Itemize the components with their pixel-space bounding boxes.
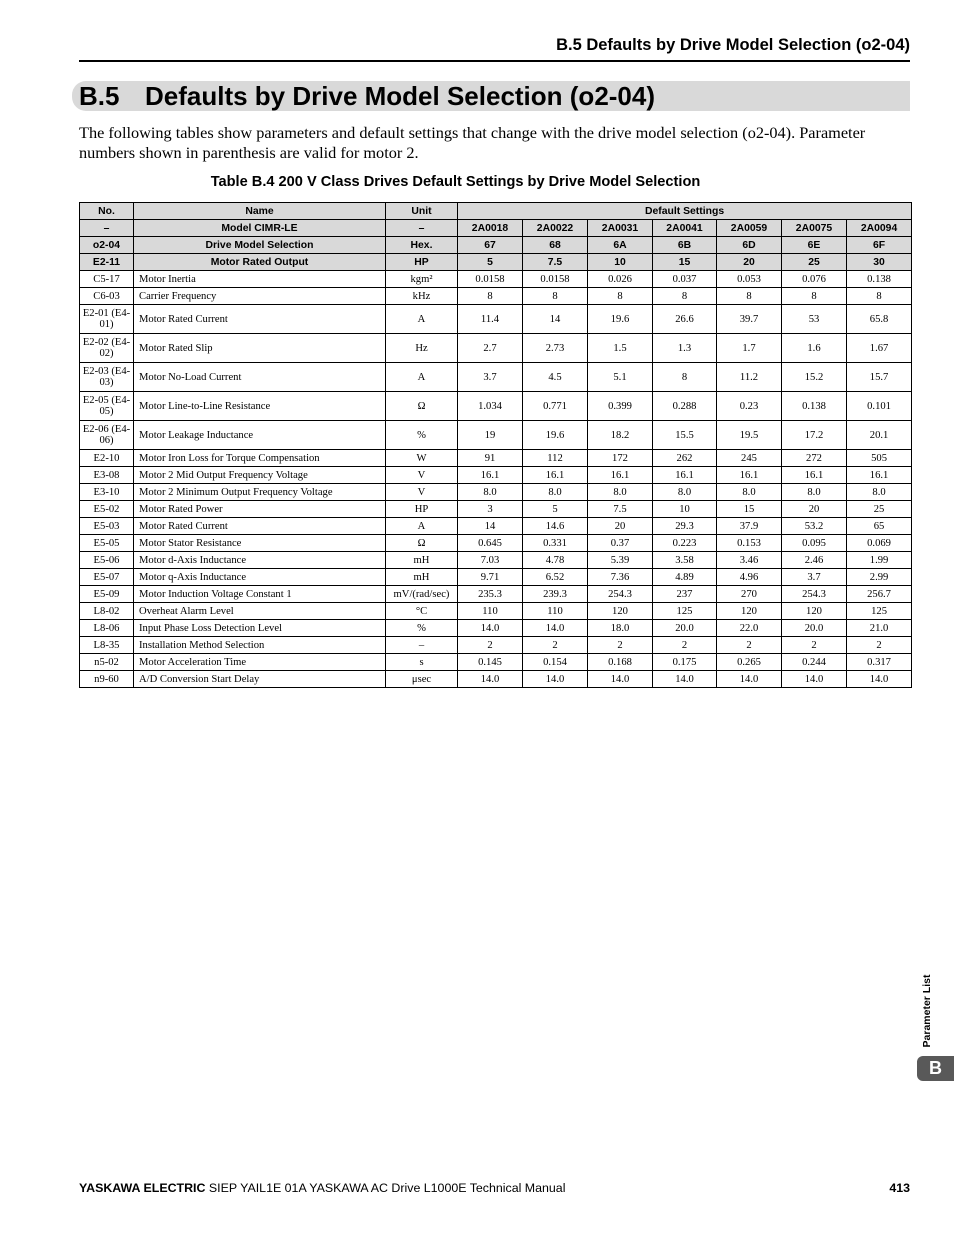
table-row	[80, 569, 912, 586]
value-cell: 0.771	[523, 392, 588, 421]
param-no-cell: E3-10	[80, 484, 134, 501]
value-cell: 2.73	[523, 334, 588, 363]
value-cell: 14.0	[847, 671, 912, 688]
col-header-no: No.	[80, 203, 134, 220]
unit-cell: A	[386, 363, 458, 392]
value-cell: 2.46	[782, 552, 847, 569]
value-cell: 120	[717, 603, 782, 620]
value-cell: 8	[653, 363, 717, 392]
value-cell: 8.0	[717, 484, 782, 501]
value-cell: 26.6	[653, 305, 717, 334]
value-cell: 1.67	[847, 334, 912, 363]
param-name-cell: Motor q-Axis Inductance	[134, 569, 386, 586]
side-tab-label	[917, 968, 937, 1053]
intro-paragraph: The following tables show parameters and default settings that change with the drive model selection (o2-04). Parameter numbers shown in parenthesis are valid for motor 2.	[79, 123, 866, 162]
value-cell: 237	[653, 586, 717, 603]
value-cell: 29.3	[653, 518, 717, 535]
value-cell: 15.2	[782, 363, 847, 392]
value-cell: 0.265	[717, 654, 782, 671]
value-cell: 262	[653, 450, 717, 467]
running-header: B.5 Defaults by Drive Model Selection (o2-04)	[556, 36, 910, 54]
value-cell: 0.153	[717, 535, 782, 552]
value-cell: 8.0	[653, 484, 717, 501]
unit-cell: V	[386, 467, 458, 484]
param-no-cell: C5-17	[80, 271, 134, 288]
param-name-cell: Motor Rated Output	[134, 254, 386, 271]
value-cell: 10	[588, 254, 653, 271]
value-cell: 65.8	[847, 305, 912, 334]
param-no-cell: E3-08	[80, 467, 134, 484]
unit-cell: –	[386, 220, 458, 237]
table-row	[80, 552, 912, 569]
param-name-cell: Motor Induction Voltage Constant 1	[134, 586, 386, 603]
value-cell: 16.1	[458, 467, 523, 484]
value-cell: 2	[782, 637, 847, 654]
value-cell: 7.36	[588, 569, 653, 586]
unit-cell: –	[386, 637, 458, 654]
value-cell: 0.317	[847, 654, 912, 671]
value-cell: 125	[847, 603, 912, 620]
param-no-cell: n9-60	[80, 671, 134, 688]
value-cell: 2A0031	[588, 220, 653, 237]
value-cell: 5	[523, 501, 588, 518]
param-no-cell: E2-06 (E4-06)	[80, 421, 134, 450]
value-cell: 5.39	[588, 552, 653, 569]
param-name-cell: Motor Rated Slip	[134, 334, 386, 363]
value-cell: 0.053	[717, 271, 782, 288]
value-cell: 11.4	[458, 305, 523, 334]
value-cell: 7.03	[458, 552, 523, 569]
value-cell: 22.0	[717, 620, 782, 637]
value-cell: 2A0075	[782, 220, 847, 237]
table-header-row	[80, 254, 912, 271]
table-row	[80, 363, 912, 392]
param-name-cell: Motor 2 Minimum Output Frequency Voltage	[134, 484, 386, 501]
value-cell: 3.7	[458, 363, 523, 392]
value-cell: 2.7	[458, 334, 523, 363]
param-name-cell: Motor Stator Resistance	[134, 535, 386, 552]
value-cell: 8	[782, 288, 847, 305]
footer-brand: YASKAWA ELECTRIC	[79, 1181, 206, 1195]
value-cell: 20.0	[782, 620, 847, 637]
side-tab-label-text: Parameter List	[921, 974, 933, 1047]
table-row	[80, 288, 912, 305]
table-row	[80, 392, 912, 421]
value-cell: 7.5	[588, 501, 653, 518]
value-cell: 0.399	[588, 392, 653, 421]
param-name-cell: Motor Acceleration Time	[134, 654, 386, 671]
value-cell: 4.96	[717, 569, 782, 586]
value-cell: 2A0022	[523, 220, 588, 237]
value-cell: 2	[717, 637, 782, 654]
param-no-cell: E2-03 (E4-03)	[80, 363, 134, 392]
value-cell: 8	[653, 288, 717, 305]
unit-cell: Ω	[386, 392, 458, 421]
value-cell: 272	[782, 450, 847, 467]
unit-cell: mV/(rad/sec)	[386, 586, 458, 603]
table-row	[80, 654, 912, 671]
table-row	[80, 271, 912, 288]
value-cell: 2	[458, 637, 523, 654]
value-cell: 0.23	[717, 392, 782, 421]
unit-cell: V	[386, 484, 458, 501]
table-row	[80, 305, 912, 334]
value-cell: 2A0041	[653, 220, 717, 237]
value-cell: 19.5	[717, 421, 782, 450]
value-cell: 6E	[782, 237, 847, 254]
value-cell: 1.6	[782, 334, 847, 363]
value-cell: 6.52	[523, 569, 588, 586]
value-cell: 16.1	[588, 467, 653, 484]
value-cell: 172	[588, 450, 653, 467]
param-name-cell: Model CIMR-LE	[134, 220, 386, 237]
table-body	[80, 220, 912, 688]
param-no-cell: E5-03	[80, 518, 134, 535]
page-number: 413	[889, 1181, 910, 1195]
param-no-cell: E5-06	[80, 552, 134, 569]
value-cell: 16.1	[782, 467, 847, 484]
value-cell: 270	[717, 586, 782, 603]
value-cell: 21.0	[847, 620, 912, 637]
param-no-cell: E2-01 (E4-01)	[80, 305, 134, 334]
unit-cell: %	[386, 620, 458, 637]
unit-cell: mH	[386, 569, 458, 586]
value-cell: 0.645	[458, 535, 523, 552]
table-row	[80, 450, 912, 467]
param-no-cell: E2-05 (E4-05)	[80, 392, 134, 421]
value-cell: 14.0	[653, 671, 717, 688]
value-cell: 14.0	[523, 671, 588, 688]
value-cell: 8	[847, 288, 912, 305]
unit-cell: °C	[386, 603, 458, 620]
value-cell: 0.037	[653, 271, 717, 288]
param-no-cell: E5-02	[80, 501, 134, 518]
param-no-cell: E2-11	[80, 254, 134, 271]
footer	[79, 1181, 565, 1195]
value-cell: 4.78	[523, 552, 588, 569]
unit-cell: Ω	[386, 535, 458, 552]
value-cell: 14	[523, 305, 588, 334]
value-cell: 2	[653, 637, 717, 654]
value-cell: 3.58	[653, 552, 717, 569]
table-row	[80, 603, 912, 620]
value-cell: 6D	[717, 237, 782, 254]
value-cell: 65	[847, 518, 912, 535]
value-cell: 2A0059	[717, 220, 782, 237]
value-cell: 0.244	[782, 654, 847, 671]
value-cell: 25	[782, 254, 847, 271]
param-no-cell: E5-09	[80, 586, 134, 603]
value-cell: 19.6	[523, 421, 588, 450]
unit-cell: HP	[386, 254, 458, 271]
value-cell: 16.1	[717, 467, 782, 484]
value-cell: 3.46	[717, 552, 782, 569]
value-cell: 14	[458, 518, 523, 535]
value-cell: 14.0	[588, 671, 653, 688]
value-cell: 4.5	[523, 363, 588, 392]
value-cell: 20.0	[653, 620, 717, 637]
value-cell: 1.7	[717, 334, 782, 363]
table-row	[80, 671, 912, 688]
param-no-cell: o2-04	[80, 237, 134, 254]
value-cell: 67	[458, 237, 523, 254]
value-cell: 8.0	[458, 484, 523, 501]
value-cell: 245	[717, 450, 782, 467]
value-cell: 6A	[588, 237, 653, 254]
value-cell: 0.331	[523, 535, 588, 552]
side-tab-b: B	[917, 1056, 954, 1081]
value-cell: 1.99	[847, 552, 912, 569]
unit-cell: mH	[386, 552, 458, 569]
unit-cell: A	[386, 305, 458, 334]
value-cell: 68	[523, 237, 588, 254]
unit-cell: Hz	[386, 334, 458, 363]
param-name-cell: Carrier Frequency	[134, 288, 386, 305]
value-cell: 8.0	[847, 484, 912, 501]
value-cell: 53	[782, 305, 847, 334]
unit-cell: HP	[386, 501, 458, 518]
unit-cell: Hex.	[386, 237, 458, 254]
table-row	[80, 637, 912, 654]
param-name-cell: Motor Iron Loss for Torque Compensation	[134, 450, 386, 467]
value-cell: 91	[458, 450, 523, 467]
value-cell: 0.37	[588, 535, 653, 552]
column-header-row	[80, 203, 912, 220]
table-header-row	[80, 237, 912, 254]
param-no-cell: E5-05	[80, 535, 134, 552]
table-row	[80, 620, 912, 637]
table-row	[80, 518, 912, 535]
param-name-cell: Drive Model Selection	[134, 237, 386, 254]
param-name-cell: Input Phase Loss Detection Level	[134, 620, 386, 637]
table-row	[80, 467, 912, 484]
value-cell: 2	[847, 637, 912, 654]
value-cell: 0.138	[847, 271, 912, 288]
value-cell: 2A0094	[847, 220, 912, 237]
value-cell: 20	[782, 501, 847, 518]
defaults-table	[79, 202, 912, 688]
param-name-cell: Motor Rated Current	[134, 518, 386, 535]
value-cell: 53.2	[782, 518, 847, 535]
param-name-cell: A/D Conversion Start Delay	[134, 671, 386, 688]
param-name-cell: Motor No-Load Current	[134, 363, 386, 392]
value-cell: 110	[523, 603, 588, 620]
unit-cell: W	[386, 450, 458, 467]
value-cell: 20.1	[847, 421, 912, 450]
value-cell: 16.1	[653, 467, 717, 484]
value-cell: 8	[717, 288, 782, 305]
table-header-row	[80, 220, 912, 237]
value-cell: 19	[458, 421, 523, 450]
value-cell: 254.3	[782, 586, 847, 603]
param-name-cell: Motor d-Axis Inductance	[134, 552, 386, 569]
table-row	[80, 535, 912, 552]
value-cell: 19.6	[588, 305, 653, 334]
value-cell: 254.3	[588, 586, 653, 603]
value-cell: 0.026	[588, 271, 653, 288]
value-cell: 0.101	[847, 392, 912, 421]
value-cell: 15	[717, 501, 782, 518]
table-head	[80, 203, 912, 220]
col-header-default-settings: Default Settings	[458, 203, 912, 220]
value-cell: 112	[523, 450, 588, 467]
section-title	[79, 80, 655, 112]
unit-cell: %	[386, 421, 458, 450]
value-cell: 235.3	[458, 586, 523, 603]
value-cell: 505	[847, 450, 912, 467]
param-no-cell: E2-10	[80, 450, 134, 467]
param-name-cell: Motor Leakage Inductance	[134, 421, 386, 450]
value-cell: 120	[588, 603, 653, 620]
value-cell: 0.168	[588, 654, 653, 671]
value-cell: 2	[523, 637, 588, 654]
value-cell: 0.145	[458, 654, 523, 671]
param-name-cell: Overheat Alarm Level	[134, 603, 386, 620]
value-cell: 9.71	[458, 569, 523, 586]
value-cell: 15.7	[847, 363, 912, 392]
unit-cell: μsec	[386, 671, 458, 688]
col-header-unit: Unit	[386, 203, 458, 220]
value-cell: 14.0	[782, 671, 847, 688]
param-no-cell: C6-03	[80, 288, 134, 305]
value-cell: 1.034	[458, 392, 523, 421]
value-cell: 14.0	[523, 620, 588, 637]
value-cell: 2A0018	[458, 220, 523, 237]
value-cell: 120	[782, 603, 847, 620]
param-no-cell: n5-02	[80, 654, 134, 671]
value-cell: 8	[523, 288, 588, 305]
value-cell: 8	[588, 288, 653, 305]
value-cell: 20	[588, 518, 653, 535]
param-no-cell: L8-06	[80, 620, 134, 637]
section-number: B.5	[79, 81, 120, 111]
unit-cell: kHz	[386, 288, 458, 305]
param-no-cell: E2-02 (E4-02)	[80, 334, 134, 363]
param-name-cell: Motor Rated Current	[134, 305, 386, 334]
value-cell: 4.89	[653, 569, 717, 586]
param-no-cell: E5-07	[80, 569, 134, 586]
value-cell: 2.99	[847, 569, 912, 586]
value-cell: 10	[653, 501, 717, 518]
value-cell: 3	[458, 501, 523, 518]
unit-cell: s	[386, 654, 458, 671]
param-no-cell: L8-02	[80, 603, 134, 620]
value-cell: 5	[458, 254, 523, 271]
table-row	[80, 421, 912, 450]
value-cell: 0.223	[653, 535, 717, 552]
table-caption: Table B.4 200 V Class Drives Default Settings by Drive Model Selection	[210, 174, 701, 190]
value-cell: 8	[458, 288, 523, 305]
value-cell: 0.076	[782, 271, 847, 288]
param-name-cell: Motor Rated Power	[134, 501, 386, 518]
value-cell: 1.5	[588, 334, 653, 363]
footer-doc-title: SIEP YAIL1E 01A YASKAWA AC Drive L1000E Technical Manual	[205, 1181, 566, 1195]
value-cell: 25	[847, 501, 912, 518]
value-cell: 8.0	[782, 484, 847, 501]
header-rule	[79, 60, 910, 62]
value-cell: 1.3	[653, 334, 717, 363]
value-cell: 0.0158	[523, 271, 588, 288]
value-cell: 14.0	[458, 671, 523, 688]
table-row	[80, 586, 912, 603]
value-cell: 0.138	[782, 392, 847, 421]
col-header-name: Name	[134, 203, 386, 220]
section-title-text: Defaults by Drive Model Selection (o2-04)	[145, 81, 656, 111]
param-name-cell: Motor 2 Mid Output Frequency Voltage	[134, 467, 386, 484]
value-cell: 6B	[653, 237, 717, 254]
unit-cell: A	[386, 518, 458, 535]
value-cell: 11.2	[717, 363, 782, 392]
value-cell: 18.0	[588, 620, 653, 637]
value-cell: 0.0158	[458, 271, 523, 288]
value-cell: 0.095	[782, 535, 847, 552]
value-cell: 0.175	[653, 654, 717, 671]
table-row	[80, 501, 912, 518]
value-cell: 0.154	[523, 654, 588, 671]
value-cell: 20	[717, 254, 782, 271]
value-cell: 7.5	[523, 254, 588, 271]
value-cell: 14.0	[458, 620, 523, 637]
value-cell: 8.0	[588, 484, 653, 501]
unit-cell: kgm²	[386, 271, 458, 288]
param-no-cell: –	[80, 220, 134, 237]
param-name-cell: Motor Line-to-Line Resistance	[134, 392, 386, 421]
value-cell: 37.9	[717, 518, 782, 535]
value-cell: 16.1	[523, 467, 588, 484]
value-cell: 14.0	[717, 671, 782, 688]
value-cell: 3.7	[782, 569, 847, 586]
value-cell: 0.288	[653, 392, 717, 421]
value-cell: 0.069	[847, 535, 912, 552]
value-cell: 125	[653, 603, 717, 620]
value-cell: 18.2	[588, 421, 653, 450]
value-cell: 17.2	[782, 421, 847, 450]
value-cell: 16.1	[847, 467, 912, 484]
param-name-cell: Installation Method Selection	[134, 637, 386, 654]
value-cell: 256.7	[847, 586, 912, 603]
value-cell: 239.3	[523, 586, 588, 603]
value-cell: 110	[458, 603, 523, 620]
value-cell: 15	[653, 254, 717, 271]
param-name-cell: Motor Inertia	[134, 271, 386, 288]
table-row	[80, 334, 912, 363]
value-cell: 6F	[847, 237, 912, 254]
value-cell: 8.0	[523, 484, 588, 501]
value-cell: 30	[847, 254, 912, 271]
value-cell: 2	[588, 637, 653, 654]
param-no-cell: L8-35	[80, 637, 134, 654]
value-cell: 39.7	[717, 305, 782, 334]
value-cell: 5.1	[588, 363, 653, 392]
table-row	[80, 484, 912, 501]
value-cell: 14.6	[523, 518, 588, 535]
value-cell: 15.5	[653, 421, 717, 450]
